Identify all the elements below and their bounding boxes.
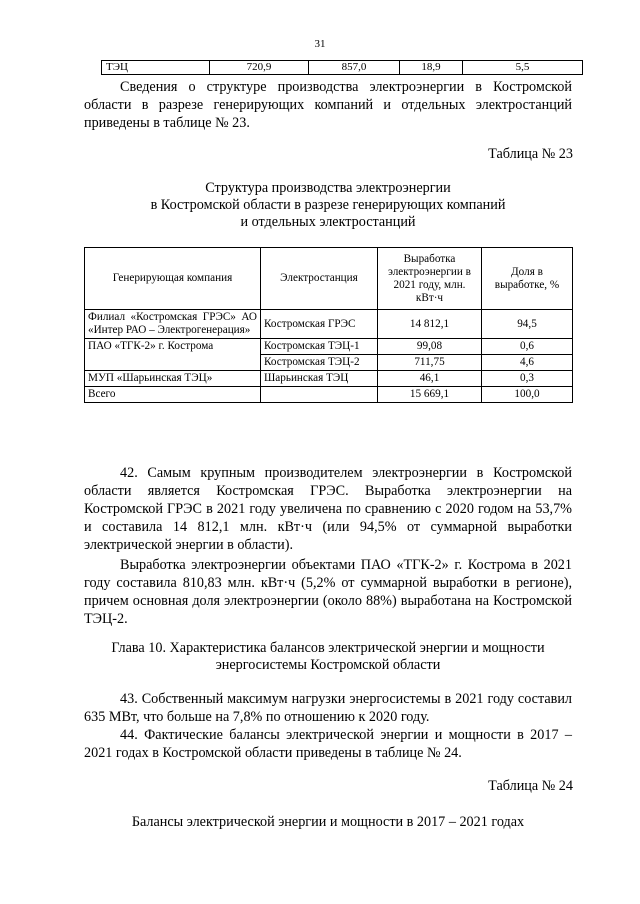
caption-line: в Костромской области в разрезе генерирующих компаний — [150, 197, 506, 213]
caption-line: и отдельных электростанций — [240, 214, 416, 230]
table-23-label: Таблица № 23 — [488, 146, 573, 162]
output-cell: 46,1 — [378, 371, 482, 387]
column-header: Выработка электроэнергии в 2021 году, млн. кВт·ч — [378, 248, 482, 310]
table-cell: ТЭЦ — [102, 61, 210, 75]
column-header: Генерирующая компания — [85, 248, 261, 310]
chapter-title-line: Глава 10. Характеристика балансов электрической энергии и мощности — [111, 640, 545, 656]
share-cell: 0,6 — [482, 339, 573, 355]
table-cell: 720,9 — [210, 61, 309, 75]
station-cell: Костромская ТЭЦ-1 — [261, 339, 378, 355]
company-cell: МУП «Шарьинская ТЭЦ» — [85, 371, 261, 387]
company-cell: Филиал «Костромская ГРЭС» АО «Интер РАО – Электрогенерация» — [85, 310, 261, 339]
column-header: Электростанция — [261, 248, 378, 310]
table-24-caption: Балансы электрической энергии и мощности в 2017 – 2021 годах — [131, 814, 525, 830]
table-row — [102, 61, 583, 75]
table-23-caption — [84, 180, 572, 231]
share-cell: 0,3 — [482, 371, 573, 387]
table-row — [85, 339, 573, 355]
table-24-label: Таблица № 24 — [488, 778, 573, 794]
chapter-title-line: энергосистемы Костромской области — [215, 657, 441, 673]
paragraph-43: 43. Собственный максимум нагрузки энергосистемы в 2021 году составил 635 МВт, что больше на 7,8% по отношению к 2020 году. — [84, 691, 572, 725]
company-cell: ПАО «ТГК-2» г. Кострома — [85, 339, 261, 371]
paragraph-44: 44. Фактические балансы электрической энергии и мощности в 2017 – 2021 годах в Костромской области приведены в таблице № 24. — [84, 727, 572, 761]
intro-paragraph: Сведения о структуре производства электроэнергии в Костромской области в разрезе генерирующих компаний и отдельных электростанций приведены в таблице № 23. — [84, 79, 572, 131]
output-cell: 14 812,1 — [378, 310, 482, 339]
station-cell — [261, 387, 378, 403]
output-cell: 99,08 — [378, 339, 482, 355]
output-cell: 15 669,1 — [378, 387, 482, 403]
paragraph-tgk: Выработка электроэнергии объектами ПАО «ТГК-2» г. Кострома в 2021 году составила 810,83 млн. кВт·ч (5,2% от суммарной выработки в регионе), причем основная доля электроэнергии (около 88%) выработана на Костромской ТЭЦ-2. — [84, 557, 572, 627]
table-cell: 18,9 — [400, 61, 463, 75]
table-cell: 857,0 — [309, 61, 400, 75]
table-23 — [84, 247, 573, 403]
paragraph-42: 42. Самым крупным производителем электроэнергии в Костромской области является Костромская ГРЭС. Выработка электроэнергии на Костромской ГРЭС в 2021 году увеличена по сравнению с 2020 годом на 53,7% и составила 14 812,1 млн. кВт·ч (или 94,5% от суммарной выработки электрической энергии в области). — [84, 465, 572, 553]
page-number: 31 — [314, 38, 326, 50]
station-cell: Костромская ГРЭС — [261, 310, 378, 339]
continued-table-row — [101, 60, 583, 75]
share-cell: 100,0 — [482, 387, 573, 403]
table-cell: 5,5 — [463, 61, 583, 75]
share-cell: 94,5 — [482, 310, 573, 339]
station-cell: Костромская ТЭЦ-2 — [261, 355, 378, 371]
caption-line: Структура производства электроэнергии — [205, 180, 451, 196]
output-cell: 711,75 — [378, 355, 482, 371]
company-cell: Всего — [85, 387, 261, 403]
share-cell: 4,6 — [482, 355, 573, 371]
table-row-total — [85, 387, 573, 403]
chapter-title — [84, 640, 572, 674]
table-row — [85, 371, 573, 387]
column-header: Доля в выработке, % — [482, 248, 573, 310]
station-cell: Шарьинская ТЭЦ — [261, 371, 378, 387]
table-row — [85, 310, 573, 339]
table-header-row — [85, 248, 573, 310]
